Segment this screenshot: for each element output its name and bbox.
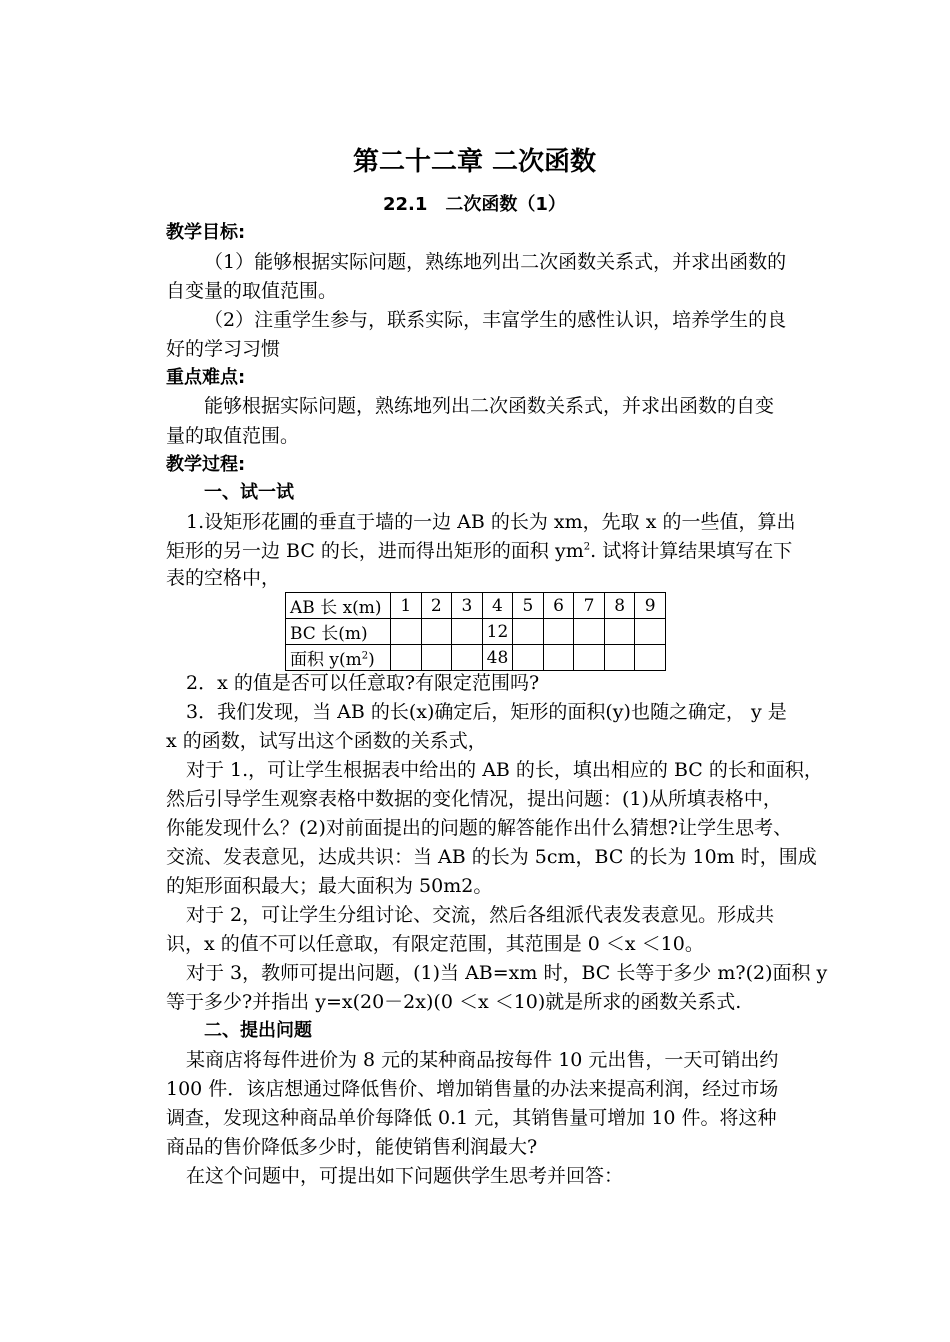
- table-cell: 6: [543, 593, 574, 619]
- discussion1-line3: 你能发现什么？(2)对前面提出的问题的解答能作出什么猜想?让学生思考、: [166, 817, 793, 839]
- table-cell: 3: [452, 593, 483, 619]
- table-cell: [452, 645, 483, 671]
- goals-heading: 教学目标:: [166, 222, 246, 243]
- problem1-line2-text-end: . 试将计算结果填写在下: [590, 540, 793, 562]
- table-cell: [513, 619, 544, 645]
- process-heading: 教学过程:: [166, 454, 246, 475]
- discussion1-line1: 对于 1.，可让学生根据表中给出的 AB 的长，填出相应的 BC 的长和面积，: [186, 759, 823, 781]
- table-cell: 9: [635, 593, 666, 619]
- question3-line1: 3．我们发现，当 AB 的长(x)确定后，矩形的面积(y)也随之确定， y 是: [186, 701, 787, 723]
- table-cell: [391, 645, 422, 671]
- row-label-area-close: ): [368, 650, 375, 670]
- goal2-line1: （2）注重学生参与，联系实际，丰富学生的感性认识，培养学生的良: [204, 309, 787, 331]
- example-line2: 100 件．该店想通过降低售价、增加销售量的办法来提高利润，经过市场: [166, 1078, 779, 1100]
- discussion1-line2: 然后引导学生观察表格中数据的变化情况，提出问题：(1)从所填表格中，: [166, 788, 782, 810]
- table-row: [286, 619, 666, 645]
- goal2-line2: 好的学习习惯: [166, 338, 281, 360]
- key-points-heading: 重点难点:: [166, 367, 246, 388]
- table-cell: [421, 645, 452, 671]
- table-cell: 12: [482, 619, 513, 645]
- table-row: [286, 645, 666, 671]
- discussion2-line1: 对于 2，可让学生分组讨论、交流，然后各组派代表发表意见。形成共: [186, 904, 775, 926]
- table-cell: [574, 619, 605, 645]
- part2-heading: 二、提出问题: [204, 1020, 312, 1041]
- row-label-ab: AB 长 x(m): [286, 593, 391, 619]
- table-cell: 1: [391, 593, 422, 619]
- key-points-line1: 能够根据实际问题，熟练地列出二次函数关系式，并求出函数的自变: [204, 395, 775, 417]
- row-label-bc: BC 长(m): [286, 619, 391, 645]
- table-cell: [513, 645, 544, 671]
- table-cell: [635, 619, 666, 645]
- table-cell: [604, 645, 635, 671]
- row-label-area-superscript: 2: [361, 650, 369, 662]
- table-cell: 2: [421, 593, 452, 619]
- question3-line2: x 的函数，试写出这个函数的关系式，: [166, 730, 487, 752]
- table-cell: [604, 619, 635, 645]
- table-cell: [391, 619, 422, 645]
- goal1-line2: 自变量的取值范围。: [166, 280, 338, 302]
- problem1-line2-superscript: 2: [583, 541, 591, 553]
- table-cell: 8: [604, 593, 635, 619]
- key-points-line2: 量的取值范围。: [166, 425, 300, 447]
- table-cell: 48: [482, 645, 513, 671]
- question2: 2．x 的值是否可以任意取?有限定范围吗?: [186, 672, 540, 694]
- example-line1: 某商店将每件进价为 8 元的某种商品按每件 10 元出售，一天可销出约: [186, 1049, 779, 1071]
- table-cell: [421, 619, 452, 645]
- table-cell: [452, 619, 483, 645]
- discussion3-line2: 等于多少?并指出 y=x(20－2x)(0 ＜x ＜10)就是所求的函数关系式.: [166, 991, 742, 1013]
- discussion3-line1: 对于 3，教师可提出问题，(1)当 AB=xm 时，BC 长等于多少 m?(2)面积 y: [186, 962, 828, 984]
- problem1-line3: 表的空格中，: [166, 567, 281, 589]
- table-cell: [543, 619, 574, 645]
- discussion1-line4: 交流、发表意见，达成共识：当 AB 的长为 5cm，BC 的长为 10m 时，围成: [166, 846, 817, 868]
- chapter-title: 第二十二章 二次函数: [353, 147, 597, 177]
- problem1-line2: [166, 539, 792, 563]
- example-line5: 在这个问题中，可提出如下问题供学生思考并回答：: [186, 1165, 624, 1187]
- discussion1-line5: 的矩形面积最大；最大面积为 50m2。: [166, 875, 493, 897]
- example-line4: 商品的售价降低多少时，能使销售利润最大?: [166, 1136, 538, 1158]
- row-label-area: [286, 645, 391, 671]
- table-cell: 5: [513, 593, 544, 619]
- part1-heading: 一、试一试: [204, 482, 294, 503]
- table-cell: [574, 645, 605, 671]
- section-title: 22.1 二次函数（1）: [383, 194, 566, 215]
- goal1-line1: （1）能够根据实际问题，熟练地列出二次函数关系式，并求出函数的: [204, 251, 787, 273]
- example-line3: 调查，发现这种商品单价每降低 0.1 元，其销售量可增加 10 件。将这种: [166, 1107, 777, 1129]
- discussion2-line2: 识，x 的值不可以任意取，有限定范围，其范围是 0 ＜x ＜10。: [166, 933, 704, 955]
- table-cell: [635, 645, 666, 671]
- problem1-line1: 1.设矩形花圃的垂直于墙的一边 AB 的长为 xm，先取 x 的一些值，算出: [186, 511, 796, 533]
- values-table: [285, 592, 666, 671]
- problem1-line2-text: 矩形的另一边 BC 的长，进而得出矩形的面积 ym: [166, 540, 584, 562]
- table-cell: 7: [574, 593, 605, 619]
- row-label-area-text: 面积 y(m: [290, 650, 362, 670]
- table-cell: 4: [482, 593, 513, 619]
- table-row: [286, 593, 666, 619]
- table-cell: [543, 645, 574, 671]
